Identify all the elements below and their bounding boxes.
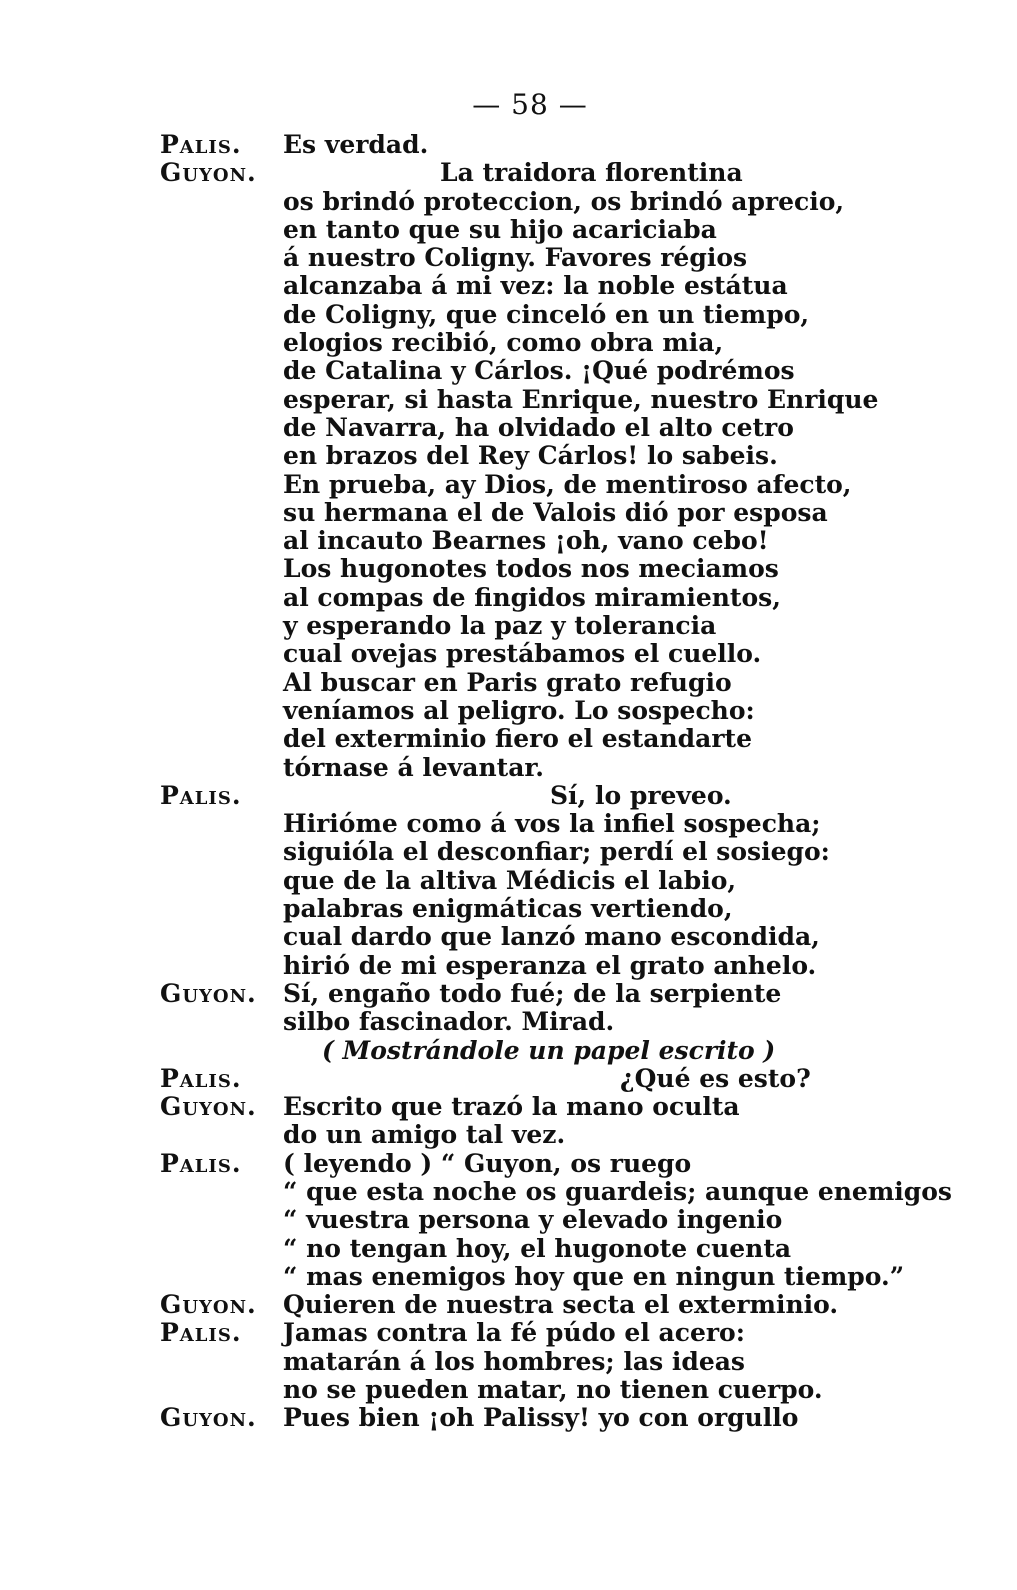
verse-line: “ que esta noche os guardeis; aunque enemigos	[283, 1176, 952, 1206]
verse-line: Escrito que trazó la mano oculta	[283, 1092, 740, 1122]
text-line	[0, 357, 1017, 385]
verse-line: y esperando la paz y tolerancia	[283, 611, 717, 641]
text-line	[0, 1008, 1017, 1036]
verse-line: Sí, engaño todo fué; de la serpiente	[283, 978, 782, 1008]
text-line	[0, 1178, 1017, 1206]
text-line	[0, 386, 1017, 414]
text-line	[0, 725, 1017, 753]
text-line	[0, 442, 1017, 470]
verse-line: siguióla el desconfiar; perdí el sosiego:	[283, 837, 830, 867]
verse-line: Los hugonotes todos nos meciamos	[283, 554, 779, 584]
verse-line: cual ovejas prestábamos el cuello.	[283, 639, 762, 669]
verse-line: En prueba, ay Dios, de mentiroso afecto,	[283, 469, 852, 499]
verse-line: del exterminio fiero el estandarte	[283, 724, 752, 754]
verse-line: que de la altiva Médicis el labio,	[283, 865, 737, 895]
verse-line: “ vuestra persona y elevado ingenio	[283, 1205, 783, 1235]
text-line	[0, 980, 1017, 1008]
text-line	[0, 612, 1017, 640]
verse-line: no se pueden matar, no tienen cuerpo.	[283, 1375, 823, 1405]
verse-line: veníamos al peligro. Lo sospecho:	[283, 695, 755, 725]
speaker-name: Guyon.	[160, 158, 257, 188]
text-line	[0, 1404, 1017, 1432]
verse-line: Al buscar en Paris grato refugio	[283, 667, 732, 697]
verse-line: Pues bien ¡oh Palissy! yo con orgullo	[283, 1403, 799, 1433]
text-line	[0, 1037, 1017, 1065]
verse-line: hirió de mi esperanza el grato anhelo.	[283, 950, 817, 980]
verse-line: La traidora florentina	[440, 158, 743, 188]
verse-line: al compas de fingidos miramientos,	[283, 582, 781, 612]
verse-line: Quieren de nuestra secta el exterminio.	[283, 1290, 839, 1320]
text-line	[0, 159, 1017, 187]
text-line	[0, 1093, 1017, 1121]
text-line	[0, 669, 1017, 697]
speaker-name: Palis.	[160, 1318, 242, 1348]
speaker-name: Palis.	[160, 130, 242, 159]
verse-line: Jamas contra la fé púdo el acero:	[283, 1318, 745, 1348]
speaker-name: Palis.	[160, 1148, 242, 1178]
verse-line: Sí, lo preveo.	[550, 780, 732, 810]
text-line	[0, 867, 1017, 895]
text-line	[0, 782, 1017, 810]
text-line	[0, 216, 1017, 244]
verse-line: ( leyendo ) “ Guyon, os ruego	[283, 1148, 692, 1178]
text-line	[0, 499, 1017, 527]
text-line	[0, 1206, 1017, 1234]
verse-line: de Catalina y Cárlos. ¡Qué podrémos	[283, 356, 795, 386]
text-line	[0, 810, 1017, 838]
text-line	[0, 923, 1017, 951]
text-line	[0, 329, 1017, 357]
text-line	[0, 754, 1017, 782]
verse-line: al incauto Bearnes ¡oh, vano cebo!	[283, 526, 769, 556]
speaker-name: Guyon.	[160, 978, 257, 1008]
text-line	[0, 1348, 1017, 1376]
speaker-name: Guyon.	[160, 1092, 257, 1122]
text-line	[0, 1121, 1017, 1149]
page-number: — 58 —	[472, 88, 588, 121]
verse-line: su hermana el de Valois dió por esposa	[283, 497, 828, 527]
verse-line: “ mas enemigos hoy que en ningun tiempo.”	[283, 1261, 905, 1291]
speaker-name: Guyon.	[160, 1403, 257, 1433]
verse-line: en brazos del Rey Cárlos! lo sabeis.	[283, 441, 778, 471]
text-line	[0, 1319, 1017, 1347]
stage-direction: ( Mostrándole un papel escrito )	[322, 1035, 776, 1065]
verse-line: do un amigo tal vez.	[283, 1120, 566, 1150]
text-line	[0, 555, 1017, 583]
verse-line: Es verdad.	[283, 130, 429, 159]
text-line	[0, 1235, 1017, 1263]
text-line	[0, 1376, 1017, 1404]
verse-line: matarán á los hombres; las ideas	[283, 1346, 745, 1376]
verse-line: tórnase á levantar.	[283, 752, 544, 782]
verse-line: cual dardo que lanzó mano escondida,	[283, 922, 820, 952]
text-line	[0, 895, 1017, 923]
text-line	[0, 1291, 1017, 1319]
verse-line: elogios recibió, como obra mia,	[283, 328, 724, 358]
text-line	[0, 584, 1017, 612]
text-line	[0, 1263, 1017, 1291]
verse-line: esperar, si hasta Enrique, nuestro Enrique	[283, 384, 879, 414]
text-line	[0, 188, 1017, 216]
text-line	[0, 527, 1017, 555]
verse-line: á nuestro Coligny. Favores régios	[283, 243, 748, 273]
verse-line: palabras enigmáticas vertiendo,	[283, 894, 733, 924]
text-line	[0, 952, 1017, 980]
verse-line: Hirióme como á vos la infiel sospecha;	[283, 809, 821, 839]
text-line	[0, 697, 1017, 725]
text-line	[0, 272, 1017, 300]
speaker-name: Palis.	[160, 780, 242, 810]
text-line	[0, 301, 1017, 329]
verse-line: silbo fascinador. Mirad.	[283, 1007, 615, 1037]
text-line	[0, 244, 1017, 272]
verse-line: ¿Qué es esto?	[620, 1063, 811, 1093]
verse-line: de Navarra, ha olvidado el alto cetro	[283, 412, 794, 442]
verse-line: alcanzaba á mi vez: la noble estátua	[283, 271, 788, 301]
text-line	[0, 471, 1017, 499]
verse-line: “ no tengan hoy, el hugonote cuenta	[283, 1233, 792, 1263]
speaker-name: Palis.	[160, 1063, 242, 1093]
text-line	[0, 131, 1017, 159]
text-line	[0, 838, 1017, 866]
text-line	[0, 640, 1017, 668]
verse-line: de Coligny, que cinceló en un tiempo,	[283, 299, 810, 329]
play-text	[0, 131, 1017, 1433]
verse-line: en tanto que su hijo acariciaba	[283, 214, 717, 244]
text-line	[0, 1065, 1017, 1093]
text-line	[0, 1150, 1017, 1178]
text-line	[0, 414, 1017, 442]
verse-line: os brindó proteccion, os brindó aprecio,	[283, 186, 845, 216]
speaker-name: Guyon.	[160, 1290, 257, 1320]
